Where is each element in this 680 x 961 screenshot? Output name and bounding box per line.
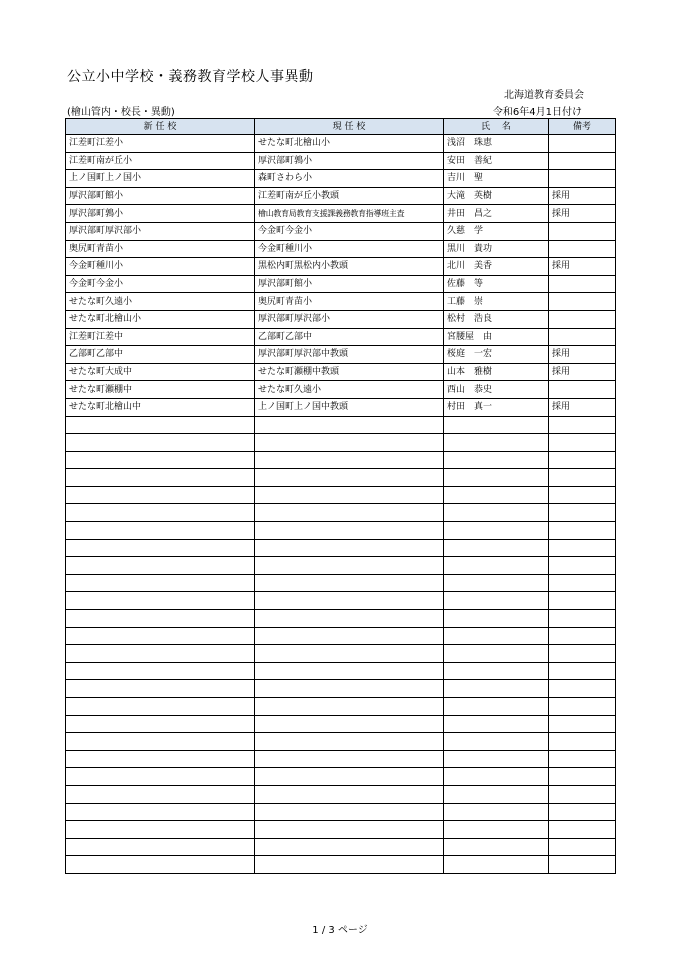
table-row (66, 222, 616, 240)
empty-cell (444, 662, 549, 680)
empty-cell (444, 715, 549, 733)
empty-table-row (66, 451, 616, 469)
cell-name: 山本 雅樹 (444, 363, 549, 381)
table-row (66, 170, 616, 188)
empty-cell (549, 451, 616, 469)
empty-cell (444, 785, 549, 803)
empty-table-row (66, 645, 616, 663)
cell-remarks (549, 381, 616, 399)
empty-cell (549, 856, 616, 874)
empty-cell (255, 680, 444, 698)
cell-new-school: 江差町江差小 (66, 135, 255, 153)
empty-cell (444, 768, 549, 786)
cell-remarks (549, 293, 616, 311)
cell-new-school: せたな町北檜山小 (66, 310, 255, 328)
table-row (66, 310, 616, 328)
empty-table-row (66, 557, 616, 575)
empty-table-row (66, 522, 616, 540)
cell-new-school: 厚沢部町鶉小 (66, 205, 255, 223)
empty-cell (549, 785, 616, 803)
empty-cell (255, 451, 444, 469)
empty-cell (66, 486, 255, 504)
empty-cell (549, 522, 616, 540)
cell-new-school: 乙部町乙部中 (66, 346, 255, 364)
cell-remarks: 採用 (549, 346, 616, 364)
empty-cell (66, 821, 255, 839)
empty-cell (444, 434, 549, 452)
empty-table-row (66, 838, 616, 856)
table-row (66, 328, 616, 346)
cell-name: 井田 昌之 (444, 205, 549, 223)
cell-current-school: 奥尻町青苗小 (255, 293, 444, 311)
empty-cell (444, 522, 549, 540)
cell-remarks (549, 152, 616, 170)
cell-current-school: せたな町久遠小 (255, 381, 444, 399)
empty-cell (66, 768, 255, 786)
column-header-new-school: 新 任 校 (66, 119, 255, 135)
empty-cell (444, 557, 549, 575)
empty-cell (549, 469, 616, 487)
cell-current-school: 今金町種川小 (255, 240, 444, 258)
empty-cell (549, 574, 616, 592)
empty-cell (549, 645, 616, 663)
cell-name: 北川 美香 (444, 258, 549, 276)
empty-cell (255, 574, 444, 592)
cell-name: 吉川 聖 (444, 170, 549, 188)
empty-cell (66, 539, 255, 557)
empty-cell (444, 539, 549, 557)
empty-cell (255, 733, 444, 751)
empty-table-row (66, 610, 616, 628)
empty-cell (66, 592, 255, 610)
empty-table-row (66, 662, 616, 680)
empty-cell (66, 434, 255, 452)
empty-table-row (66, 627, 616, 645)
empty-cell (549, 434, 616, 452)
column-header-current-school: 現 任 校 (255, 119, 444, 135)
cell-current-school: 今金町今金小 (255, 222, 444, 240)
empty-cell (444, 645, 549, 663)
empty-table-row (66, 680, 616, 698)
empty-cell (66, 574, 255, 592)
empty-cell (66, 416, 255, 434)
empty-cell (66, 856, 255, 874)
empty-cell (255, 785, 444, 803)
table-body (66, 135, 616, 874)
empty-cell (255, 768, 444, 786)
empty-cell (66, 662, 255, 680)
table-row (66, 346, 616, 364)
empty-table-row (66, 469, 616, 487)
cell-new-school: 今金町種川小 (66, 258, 255, 276)
empty-cell (66, 803, 255, 821)
empty-cell (255, 522, 444, 540)
table-header-row (66, 119, 616, 135)
empty-cell (255, 750, 444, 768)
scope-label: (檜山管内・校長・異動) (67, 107, 175, 118)
empty-cell (444, 592, 549, 610)
empty-cell (444, 698, 549, 716)
cell-new-school: 江差町江差中 (66, 328, 255, 346)
cell-new-school: 江差町南が丘小 (66, 152, 255, 170)
cell-name: 桜庭 一宏 (444, 346, 549, 364)
cell-current-school: 厚沢部町厚沢部小 (255, 310, 444, 328)
empty-cell (255, 539, 444, 557)
cell-remarks (549, 240, 616, 258)
cell-remarks (549, 222, 616, 240)
column-header-remarks: 備考 (549, 119, 616, 135)
cell-current-school: 厚沢部町鶉小 (255, 152, 444, 170)
table-row (66, 275, 616, 293)
empty-table-row (66, 416, 616, 434)
empty-table-row (66, 733, 616, 751)
empty-cell (549, 539, 616, 557)
cell-name: 久慈 学 (444, 222, 549, 240)
empty-cell (66, 733, 255, 751)
empty-table-row (66, 574, 616, 592)
empty-cell (66, 557, 255, 575)
cell-name: 浅沼 珠恵 (444, 135, 549, 153)
table-row (66, 205, 616, 223)
empty-cell (549, 733, 616, 751)
cell-new-school: せたな町久遠小 (66, 293, 255, 311)
empty-cell (549, 557, 616, 575)
cell-name: 佐藤 等 (444, 275, 549, 293)
cell-new-school: 厚沢部町館小 (66, 187, 255, 205)
document-title: 公立小中学校・義務教育学校人事異動 (67, 69, 314, 85)
empty-cell (444, 856, 549, 874)
table-row (66, 398, 616, 416)
empty-cell (444, 680, 549, 698)
empty-cell (549, 486, 616, 504)
table-row (66, 363, 616, 381)
empty-table-row (66, 856, 616, 874)
empty-cell (549, 627, 616, 645)
empty-cell (255, 592, 444, 610)
cell-current-school: 黒松内町黒松内小教頭 (255, 258, 444, 276)
cell-current-school: せたな町瀬棚中教頭 (255, 363, 444, 381)
empty-cell (255, 698, 444, 716)
empty-cell (66, 451, 255, 469)
cell-new-school: せたな町北檜山中 (66, 398, 255, 416)
empty-cell (444, 821, 549, 839)
effective-date: 令和6年4月1日付け (492, 107, 582, 118)
cell-name: 松村 浩良 (444, 310, 549, 328)
empty-cell (66, 610, 255, 628)
empty-table-row (66, 698, 616, 716)
table-row (66, 187, 616, 205)
table-row (66, 240, 616, 258)
empty-table-row (66, 504, 616, 522)
empty-cell (444, 486, 549, 504)
cell-current-school: 乙部町乙部中 (255, 328, 444, 346)
empty-cell (255, 627, 444, 645)
empty-cell (549, 504, 616, 522)
empty-cell (66, 715, 255, 733)
empty-cell (444, 750, 549, 768)
empty-table-row (66, 785, 616, 803)
empty-cell (549, 698, 616, 716)
empty-cell (444, 416, 549, 434)
empty-cell (66, 680, 255, 698)
cell-name: 西山 恭史 (444, 381, 549, 399)
cell-remarks: 採用 (549, 205, 616, 223)
cell-remarks: 採用 (549, 187, 616, 205)
empty-table-row (66, 486, 616, 504)
empty-table-row (66, 715, 616, 733)
empty-cell (549, 592, 616, 610)
cell-name: 安田 善紀 (444, 152, 549, 170)
cell-current-school: せたな町北檜山小 (255, 135, 444, 153)
empty-cell (66, 504, 255, 522)
empty-table-row (66, 434, 616, 452)
empty-cell (255, 662, 444, 680)
empty-cell (549, 680, 616, 698)
cell-new-school: 上ノ国町上ノ国小 (66, 170, 255, 188)
cell-remarks: 採用 (549, 258, 616, 276)
cell-remarks (549, 275, 616, 293)
empty-table-row (66, 750, 616, 768)
empty-cell (66, 750, 255, 768)
empty-cell (444, 451, 549, 469)
empty-table-row (66, 768, 616, 786)
empty-cell (255, 469, 444, 487)
cell-name: 黒川 貴功 (444, 240, 549, 258)
cell-remarks (549, 310, 616, 328)
table-row (66, 258, 616, 276)
empty-cell (66, 838, 255, 856)
empty-cell (444, 574, 549, 592)
cell-remarks (549, 170, 616, 188)
empty-cell (66, 785, 255, 803)
cell-new-school: 奥尻町青苗小 (66, 240, 255, 258)
cell-remarks: 採用 (549, 398, 616, 416)
empty-cell (255, 557, 444, 575)
empty-cell (549, 750, 616, 768)
empty-cell (444, 803, 549, 821)
cell-remarks: 採用 (549, 363, 616, 381)
empty-cell (444, 610, 549, 628)
cell-new-school: せたな町大成中 (66, 363, 255, 381)
table-row (66, 293, 616, 311)
empty-cell (255, 821, 444, 839)
empty-table-row (66, 539, 616, 557)
empty-cell (66, 698, 255, 716)
cell-remarks (549, 328, 616, 346)
empty-cell (255, 803, 444, 821)
empty-cell (549, 416, 616, 434)
page-number: 1 / 3 ページ (312, 925, 368, 936)
cell-current-school: 厚沢部町厚沢部中教頭 (255, 346, 444, 364)
empty-cell (444, 627, 549, 645)
cell-name: 大滝 英樹 (444, 187, 549, 205)
table-row (66, 152, 616, 170)
cell-new-school: せたな町瀬棚中 (66, 381, 255, 399)
empty-cell (444, 469, 549, 487)
cell-name: 宮腰屋 由 (444, 328, 549, 346)
empty-cell (255, 610, 444, 628)
cell-name: 工藤 崇 (444, 293, 549, 311)
empty-cell (444, 504, 549, 522)
personnel-table (65, 118, 616, 874)
empty-cell (66, 469, 255, 487)
empty-table-row (66, 821, 616, 839)
cell-new-school: 今金町今金小 (66, 275, 255, 293)
empty-cell (255, 434, 444, 452)
cell-current-school: 森町さわら小 (255, 170, 444, 188)
empty-cell (255, 856, 444, 874)
empty-cell (255, 715, 444, 733)
empty-cell (66, 645, 255, 663)
cell-current-school: 檜山教育局教育支援課義務教育指導班主査 (255, 205, 444, 223)
empty-cell (549, 768, 616, 786)
empty-cell (255, 486, 444, 504)
empty-cell (444, 733, 549, 751)
empty-cell (66, 627, 255, 645)
cell-remarks (549, 135, 616, 153)
empty-cell (549, 662, 616, 680)
cell-current-school: 厚沢部町館小 (255, 275, 444, 293)
table-row (66, 381, 616, 399)
cell-current-school: 上ノ国町上ノ国中教頭 (255, 398, 444, 416)
cell-name: 村田 真一 (444, 398, 549, 416)
empty-cell (255, 645, 444, 663)
empty-cell (255, 504, 444, 522)
column-header-name: 氏 名 (444, 119, 549, 135)
empty-cell (549, 610, 616, 628)
empty-cell (255, 416, 444, 434)
empty-cell (66, 522, 255, 540)
empty-cell (255, 838, 444, 856)
table-row (66, 135, 616, 153)
empty-cell (444, 838, 549, 856)
cell-current-school: 江差町南が丘小教頭 (255, 187, 444, 205)
empty-cell (549, 838, 616, 856)
cell-new-school: 厚沢部町厚沢部小 (66, 222, 255, 240)
empty-cell (549, 821, 616, 839)
empty-table-row (66, 803, 616, 821)
empty-cell (549, 803, 616, 821)
issuer-name: 北海道教育委員会 (504, 90, 584, 101)
empty-cell (549, 715, 616, 733)
empty-table-row (66, 592, 616, 610)
